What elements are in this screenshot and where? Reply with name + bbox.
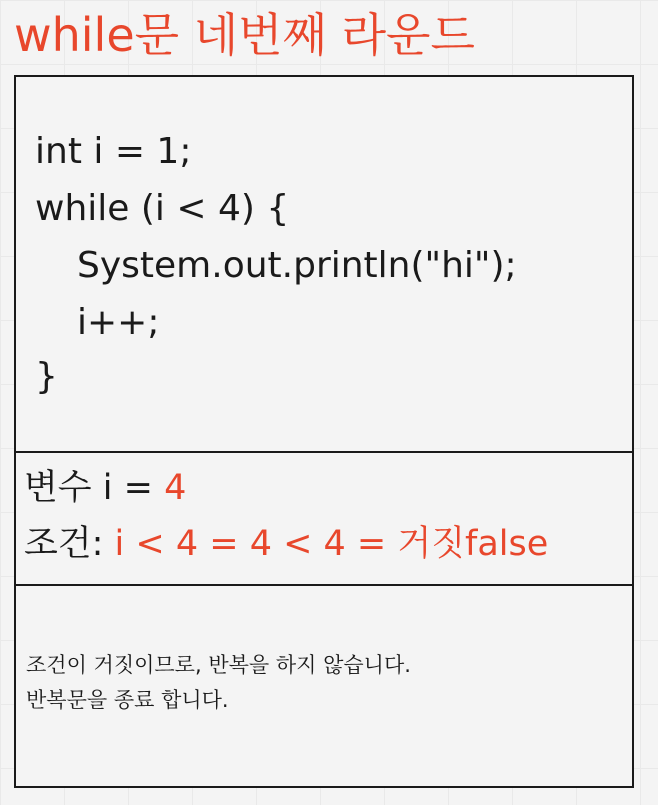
result-line-end: 반복문을 종료 합니다. [26, 688, 229, 712]
state-box [14, 451, 634, 586]
code-line-declaration: int i = 1; [35, 131, 192, 172]
variable-label: 변수 i = [24, 468, 165, 508]
page-title: while문 네번째 라운드 [14, 8, 475, 62]
code-line-close-brace: } [35, 356, 58, 397]
condition-row [24, 514, 548, 574]
variable-value: 4 [164, 468, 187, 508]
code-line-println: System.out.println("hi"); [77, 245, 517, 286]
condition-value: i < 4 = 4 < 4 = 거짓false [114, 524, 549, 564]
code-line-increment: i++; [77, 302, 160, 343]
code-line-while: while (i < 4) { [35, 188, 290, 229]
variable-row [24, 458, 186, 518]
code-box [14, 75, 634, 453]
result-box [14, 584, 634, 788]
result-line-condition: 조건이 거짓이므로, 반복을 하지 않습니다. [26, 653, 411, 677]
condition-label: 조건: [24, 524, 115, 564]
